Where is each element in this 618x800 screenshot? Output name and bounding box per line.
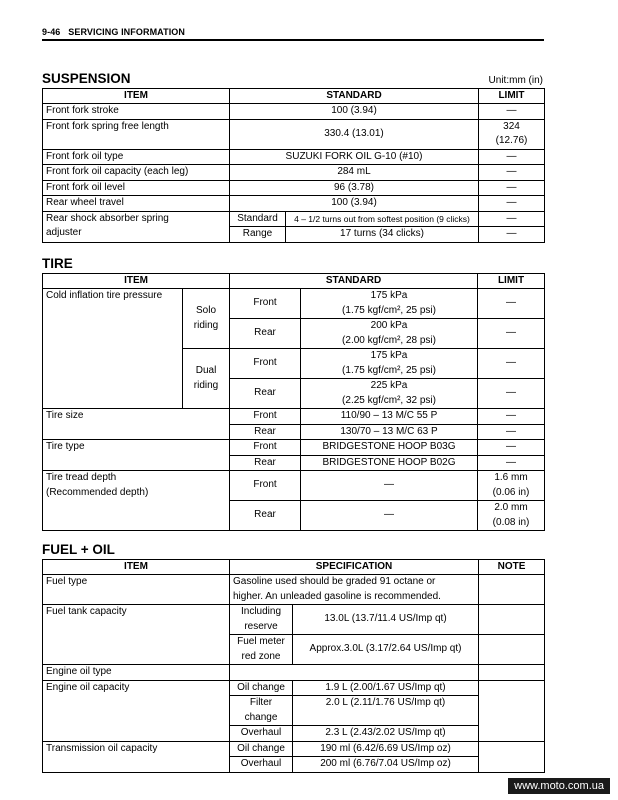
- value-line: (2.25 kgf/cm², 32 psi): [342, 394, 436, 406]
- standard-cell: —: [301, 471, 478, 501]
- note-cell: [479, 605, 545, 635]
- item-cell: Fuel tank capacity: [43, 605, 230, 665]
- standard-cell: [301, 349, 478, 379]
- item-cell: Tire type: [43, 440, 230, 471]
- limit-cell: —: [479, 211, 545, 227]
- header-title: SERVICING INFORMATION: [68, 27, 186, 37]
- note-cell: [479, 575, 545, 605]
- table-row: [43, 165, 545, 181]
- sub-label: Overhaul: [230, 726, 293, 742]
- value-line: 175 kPa: [370, 350, 408, 361]
- limit-cell: —: [478, 379, 545, 409]
- sub-label: Oil change: [230, 680, 293, 696]
- sub-label: riding: [193, 379, 219, 391]
- standard-cell: 284 mL: [230, 165, 479, 181]
- spec-cell: 190 ml (6.42/6.69 US/Imp oz): [293, 741, 479, 757]
- standard-cell: 330.4 (13.01): [230, 119, 479, 149]
- note-cell: [479, 741, 545, 772]
- standard-cell: —: [301, 501, 478, 531]
- limit-cell: [479, 119, 545, 149]
- item-cell: [43, 471, 230, 531]
- sub-label: Front: [230, 349, 301, 379]
- limit-cell: [478, 471, 545, 501]
- note-cell: [479, 680, 545, 741]
- limit-line: (12.76): [495, 135, 528, 146]
- limit-cell: —: [478, 409, 545, 425]
- table-row: [43, 180, 545, 196]
- page-header: [42, 27, 185, 37]
- table-row: [43, 440, 545, 456]
- sub-label: Oil change: [230, 741, 293, 757]
- standard-cell: SUZUKI FORK OIL G-10 (#10): [230, 149, 479, 165]
- sub-label: Rear: [230, 424, 301, 440]
- sub-label: riding: [193, 319, 219, 331]
- spec-cell: Approx.3.0L (3.17/2.64 US/Imp qt): [293, 635, 479, 665]
- fuel-oil-table: [42, 559, 545, 773]
- item-cell: Front fork stroke: [43, 104, 230, 120]
- sub-label: Front: [230, 409, 301, 425]
- standard-cell: [301, 319, 478, 349]
- sub-label-line: reserve: [244, 620, 278, 632]
- sub-label-line: Including: [240, 606, 282, 617]
- value-line: (2.00 kgf/cm², 28 psi): [342, 334, 436, 346]
- limit-cell: —: [479, 165, 545, 181]
- item-cell: Fuel type: [43, 575, 230, 605]
- limit-cell: —: [478, 424, 545, 440]
- spec-cell: 2.3 L (2.43/2.02 US/Imp qt): [293, 726, 479, 742]
- sub-label: Standard: [230, 211, 286, 227]
- dual-riding-cell: [183, 349, 230, 409]
- item-cell: Engine oil type: [43, 665, 230, 681]
- limit-line: 324: [503, 120, 520, 132]
- col-item: ITEM: [43, 89, 230, 104]
- table-row: [43, 605, 545, 635]
- sub-label-line: red zone: [241, 650, 281, 662]
- table-row: [43, 471, 545, 501]
- sub-label: Front: [230, 289, 301, 319]
- limit-cell: —: [478, 455, 545, 471]
- spec-cell: 2.0 L (2.11/1.76 US/Imp qt): [293, 696, 479, 726]
- item-line: Tire tread depth: [46, 472, 117, 483]
- standard-cell: 130/70 – 13 M/C 63 P: [301, 424, 478, 440]
- item-cell: [43, 211, 230, 242]
- limit-cell: —: [478, 440, 545, 456]
- standard-cell: 100 (3.94): [230, 104, 479, 120]
- limit-line: (0.06 in): [492, 486, 530, 498]
- item-line: adjuster: [46, 227, 82, 238]
- sub-label: Filter change: [230, 696, 293, 726]
- tire-table: [42, 273, 545, 531]
- table-row: [43, 289, 545, 319]
- item-cell: Transmission oil capacity: [43, 741, 230, 772]
- table-row: [43, 665, 545, 681]
- spec-cell: 200 ml (6.76/7.04 US/Imp oz): [293, 757, 479, 773]
- item-cell: Front fork spring free length: [43, 119, 230, 149]
- spec-cell: [230, 665, 479, 681]
- limit-cell: —: [478, 349, 545, 379]
- item-cell: Front fork oil level: [43, 180, 230, 196]
- fuel-oil-title: FUEL + OIL: [42, 542, 115, 557]
- header-rule: [42, 39, 544, 41]
- standard-cell: 100 (3.94): [230, 196, 479, 212]
- limit-cell: —: [478, 319, 545, 349]
- note-cell: [479, 635, 545, 665]
- item-cell: Cold inflation tire pressure: [43, 289, 183, 409]
- value-line: (1.75 kgf/cm², 25 psi): [342, 304, 436, 316]
- limit-cell: —: [479, 180, 545, 196]
- limit-line: (0.08 in): [492, 516, 530, 528]
- spec-line: Gasoline used should be graded 91 octane or: [233, 576, 436, 587]
- sub-label: Solo: [196, 305, 217, 316]
- standard-cell: 4 – 1/2 turns out from softest position (9 clicks): [286, 211, 479, 227]
- suspension-title: SUSPENSION: [42, 71, 131, 86]
- sub-label: Rear: [230, 455, 301, 471]
- item-line: Rear shock absorber spring: [46, 212, 169, 224]
- table-row: [43, 196, 545, 212]
- limit-cell: —: [479, 149, 545, 165]
- sub-label: Dual: [195, 365, 217, 376]
- table-row: [43, 575, 545, 605]
- unit-note: Unit:mm (in): [488, 75, 543, 86]
- suspension-table: [42, 88, 545, 243]
- item-cell: Front fork oil capacity (each leg): [43, 165, 230, 181]
- spec-cell: 1.9 L (2.00/1.67 US/Imp qt): [293, 680, 479, 696]
- page-number: 9-46: [42, 27, 61, 37]
- value-line: 225 kPa: [370, 380, 408, 391]
- sub-label: Rear: [230, 379, 301, 409]
- col-limit: LIMIT: [478, 274, 545, 289]
- col-item: ITEM: [43, 274, 230, 289]
- item-cell: Engine oil capacity: [43, 680, 230, 741]
- standard-cell: [301, 379, 478, 409]
- col-standard: STANDARD: [230, 89, 479, 104]
- sub-label: Rear: [230, 501, 301, 531]
- table-row: [43, 119, 545, 149]
- table-row: [43, 211, 545, 227]
- value-line: 200 kPa: [370, 320, 408, 331]
- standard-cell: BRIDGESTONE HOOP B02G: [301, 455, 478, 471]
- sub-label: Overhaul: [230, 757, 293, 773]
- sub-label: [230, 635, 293, 665]
- limit-cell: —: [478, 289, 545, 319]
- col-limit: LIMIT: [479, 89, 545, 104]
- spec-cell: [230, 575, 479, 605]
- limit-cell: —: [479, 227, 545, 243]
- sub-label: Rear: [230, 319, 301, 349]
- standard-cell: BRIDGESTONE HOOP B03G: [301, 440, 478, 456]
- item-cell: Rear wheel travel: [43, 196, 230, 212]
- sub-label: Front: [230, 471, 301, 501]
- tire-title: TIRE: [42, 256, 73, 271]
- solo-riding-cell: [183, 289, 230, 349]
- sub-label: Front: [230, 440, 301, 456]
- col-specification: SPECIFICATION: [230, 560, 479, 575]
- limit-line: 1.6 mm: [494, 472, 528, 483]
- sub-label-line: Fuel meter: [237, 636, 285, 647]
- standard-cell: 17 turns (34 clicks): [286, 227, 479, 243]
- item-cell: Tire size: [43, 409, 230, 440]
- limit-cell: —: [479, 196, 545, 212]
- limit-line: 2.0 mm: [494, 502, 528, 513]
- note-cell: [479, 665, 545, 681]
- table-row: [43, 741, 545, 757]
- standard-cell: [301, 289, 478, 319]
- value-line: (1.75 kgf/cm², 25 psi): [342, 364, 436, 376]
- col-item: ITEM: [43, 560, 230, 575]
- table-row: [43, 680, 545, 696]
- item-line: (Recommended depth): [46, 486, 149, 498]
- standard-cell: 110/90 – 13 M/C 55 P: [301, 409, 478, 425]
- col-note: NOTE: [479, 560, 545, 575]
- col-standard: STANDARD: [230, 274, 478, 289]
- watermark: www.moto.com.ua: [508, 778, 610, 794]
- spec-line: higher. An unleaded gasoline is recommended.: [233, 590, 441, 602]
- table-row: [43, 409, 545, 425]
- spec-cell: 13.0L (13.7/11.4 US/Imp qt): [293, 605, 479, 635]
- item-cell: Front fork oil type: [43, 149, 230, 165]
- limit-cell: [478, 501, 545, 531]
- table-row: [43, 104, 545, 120]
- sub-label: Range: [230, 227, 286, 243]
- standard-cell: 96 (3.78): [230, 180, 479, 196]
- value-line: 175 kPa: [370, 290, 408, 301]
- sub-label: [230, 605, 293, 635]
- table-row: [43, 149, 545, 165]
- limit-cell: —: [479, 104, 545, 120]
